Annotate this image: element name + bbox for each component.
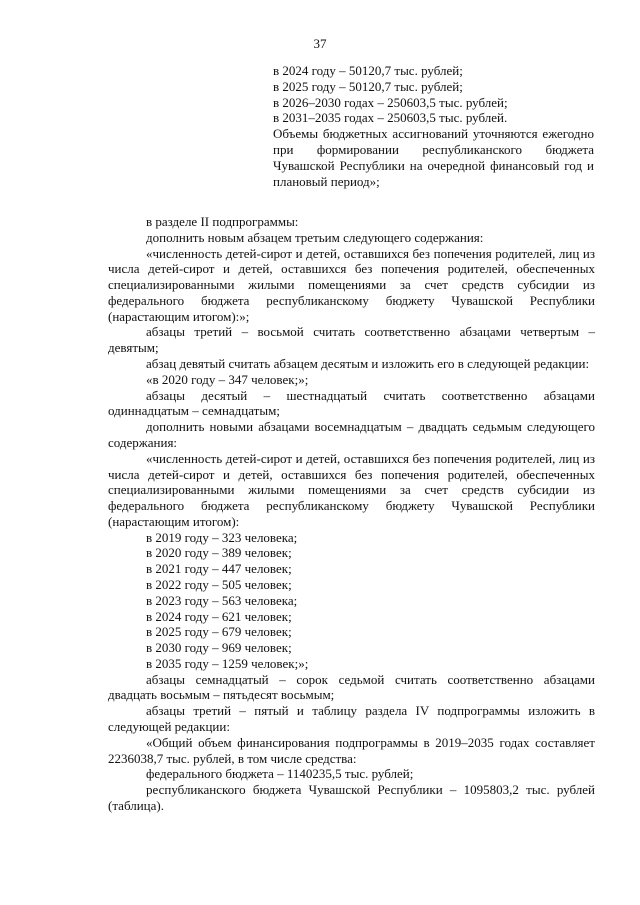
list-item: в 2022 году – 505 человек; (146, 576, 292, 592)
document-body (108, 214, 595, 814)
page-number: 37 (313, 36, 327, 51)
list-item: в 2025 году – 679 человек; (146, 624, 292, 640)
paragraph: «в 2020 году – 347 человек;»; (146, 371, 309, 387)
budget-line: в 2025 году – 50120,7 тыс. рублей; (273, 78, 463, 94)
quoted-indicator: «численность детей-сирот и детей, оставшихся без попечения родителей, лиц из числа детей-сирот и детей, оставшихся без попечения родителей, обеспеченных специализированными жилыми помещениями за счет средств субсидии из федерального бюджета республиканскому бюджету Чувашской Республики (нарастающим итогом): (108, 450, 595, 529)
paragraph: дополнить новым абзацем третьим следующего содержания: (146, 229, 484, 245)
section-heading: в разделе II подпрограммы: (146, 214, 299, 229)
paragraph: абзац девятый считать абзацем десятым и изложить его в следующей редакции: (146, 356, 590, 372)
year-value-list (108, 530, 595, 672)
paragraph: федерального бюджета – 1140235,5 тыс. рублей; (146, 766, 414, 782)
list-item: в 2021 году – 447 человек; (146, 561, 292, 577)
paragraph: абзацы семнадцатый – сорок седьмой считать соответственно абзацами двадцать восьмым – пятьдесят восьмым; (108, 671, 595, 703)
list-item: в 2020 году – 389 человек; (146, 545, 292, 561)
paragraph: республиканского бюджета Чувашской Республики – 1095803,2 тыс. рублей (таблица). (108, 782, 595, 813)
budget-line: в 2026–2030 годах – 250603,5 тыс. рублей; (273, 94, 508, 110)
paragraph: дополнить новыми абзацами восемнадцатым – двадцать седьмым следующего содержания: (108, 419, 595, 450)
budget-line: в 2024 году – 50120,7 тыс. рублей; (273, 63, 463, 78)
list-item: в 2030 году – 969 человек; (146, 640, 292, 656)
paragraph: абзацы третий – пятый и таблицу раздела IV подпрограммы изложить в следующей редакции: (108, 703, 595, 734)
paragraph: абзацы третий – восьмой считать соответственно абзацами четвертым – девятым; (108, 324, 595, 356)
list-item: в 2024 году – 621 человек; (146, 608, 292, 624)
budget-line: в 2031–2035 годах – 250603,5 тыс. рублей. (273, 110, 508, 126)
paragraph: «Общий объем финансирования подпрограммы в 2019–2035 годах составляет 2236038,7 тыс. рублей, в том числе средства: (108, 734, 595, 766)
list-item: в 2035 году – 1259 человек;»; (146, 655, 309, 671)
list-item: в 2019 году – 323 человека; (146, 529, 298, 545)
budget-note: Объемы бюджетных ассигнований уточняются ежегодно при формировании республиканского бюджета Чувашской Республики на очередной финансовый год и плановый период»; (273, 126, 594, 189)
paragraph: абзацы десятый – шестнадцатый считать соответственно абзацами одиннадцатым – семнадцатым; (108, 387, 595, 419)
list-item: в 2023 году – 563 человека; (146, 592, 298, 608)
quoted-indicator: «численность детей-сирот и детей, оставшихся без попечения родителей, лиц из числа детей-сирот и детей, оставшихся без попечения родителей, обеспеченных специализированными жилыми помещениями за счет средств субсидии из федерального бюджета республиканскому бюджету Чувашской Республики (нарастающим итогом):»; (108, 245, 595, 324)
budget-allocation-block (273, 63, 594, 189)
